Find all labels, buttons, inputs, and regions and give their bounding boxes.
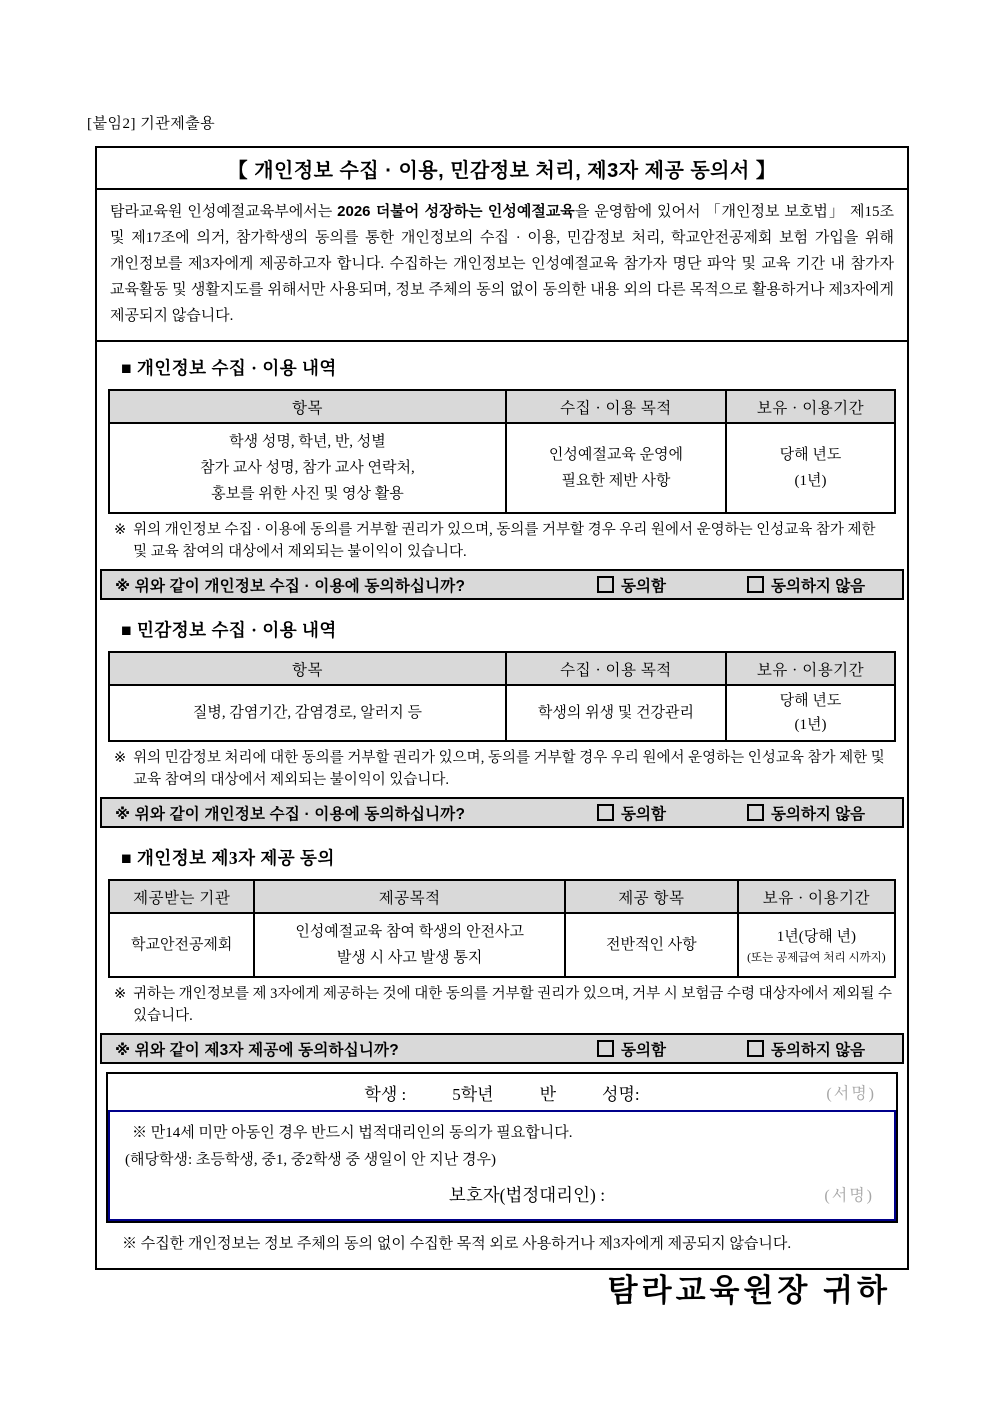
cell-purpose <box>254 913 564 977</box>
consent-bar-sensitive-info <box>100 797 904 828</box>
disagree-option[interactable] <box>747 802 865 824</box>
disagree-label: 동의하지 않음 <box>771 1041 866 1059</box>
guardian-consent-box <box>108 1110 896 1221</box>
table-row <box>109 423 895 513</box>
period-main: 1년(당해 년) <box>776 929 856 945</box>
table-row <box>109 685 895 741</box>
disagree-label: 동의하지 않음 <box>771 805 866 823</box>
table-row <box>109 913 895 977</box>
period-line: 당해 년도 <box>779 693 842 709</box>
cell-purpose: 학생의 위생 및 건강관리 <box>506 685 726 741</box>
intro-text-program-name: 2026 더불어 성장하는 인성예절교육 <box>337 203 575 220</box>
agree-checkbox[interactable] <box>597 1040 614 1057</box>
consent-form-document <box>95 146 909 1308</box>
table-header-row <box>109 652 895 685</box>
guardian-label: 보호자(법정대리인) : <box>448 1184 606 1205</box>
disagree-label: 동의하지 않음 <box>771 577 866 595</box>
col-header-recipient-org: 제공받는 기관 <box>109 880 254 913</box>
cell-items: 전반적인 사항 <box>565 913 738 977</box>
col-header-period: 보유 · 이용기간 <box>738 880 895 913</box>
period-sub: (또는 공제급여 처리 시까지) <box>747 952 886 964</box>
note-text: 위의 개인정보 수집 · 이용에 동의를 거부할 권리가 있으며, 동의를 거부할 경우 우리 원에서 운영하는 인성교육 참가 제한 및 교육 참여의 대상에서 제외되는 불이익이 있습니다. <box>133 522 876 560</box>
student-name-label: 성명: <box>602 1084 640 1104</box>
note-marker: ※ <box>114 986 127 1002</box>
col-header-items: 항목 <box>109 390 506 423</box>
cell-recipient-org: 학교안전공제회 <box>109 913 254 977</box>
col-header-purpose: 수집 · 이용 목적 <box>506 390 726 423</box>
note-marker: ※ <box>114 750 127 766</box>
cell-period <box>726 423 895 513</box>
student-sign-field[interactable]: (서명) <box>826 1085 876 1103</box>
table-header-row <box>109 880 895 913</box>
privacy-footer-note: ※ 수집한 개인정보는 정보 주체의 동의 없이 수집한 목적 외로 사용하거나 제3자에게 제공되지 않습니다. <box>122 1236 792 1252</box>
agree-label: 동의함 <box>621 577 666 595</box>
cell-period <box>726 685 895 741</box>
table-header-row <box>109 390 895 423</box>
note-personal-info <box>97 514 907 563</box>
student-grade: 5학년 <box>452 1084 494 1104</box>
form-title: 【 개인정보 수집 · 이용, 민감정보 처리, 제3자 제공 동의서 】 <box>97 148 907 190</box>
intro-text-pre: 탐라교육원 인성예절교육부에서는 <box>110 204 338 220</box>
col-header-purpose: 수집 · 이용 목적 <box>506 652 726 685</box>
intro-paragraph <box>97 190 907 342</box>
intro-text-post: 을 운영함에 있어서 「개인정보 보호법」 제15조 및 제17조에 의거, 참가학생의 동의를 통한 개인정보의 수집 · 이용, 민감정보 처리, 학교안전공제회 보험 가입을 위해 개인정보를 제3자에게 제공하고자 합니다. 수집하는 개인정보는 인성예절교육 참가자 명단 파악 및 교육 기간 내 참가자 교육활동 및 생활지도를 위해서만 사용되며, 정보 주체의 동의 없이 동의한 내용 외의 다른 목적으로 활용하거나 제3자에게 제공되지 않습니다. <box>110 204 895 324</box>
disagree-checkbox[interactable] <box>747 804 764 821</box>
personal-info-table <box>108 389 896 514</box>
consent-bar-third-party <box>100 1033 904 1064</box>
cell-items: 질병, 감염기간, 감염경로, 알러지 등 <box>109 685 506 741</box>
agree-option[interactable] <box>597 802 747 824</box>
minor-note-line1: ※ 만14세 미만 아동인 경우 반드시 법적대리인의 동의가 필요합니다. <box>132 1125 573 1141</box>
student-signature-row <box>108 1074 896 1110</box>
items-line: 학생 성명, 학년, 반, 성별 <box>229 434 386 450</box>
consent-bar-personal-info <box>100 569 904 600</box>
agree-checkbox[interactable] <box>597 576 614 593</box>
cell-purpose <box>506 423 726 513</box>
purpose-line: 필요한 제반 사항 <box>561 473 671 489</box>
attachment-label: [붙임2] 기관제출용 <box>87 116 216 132</box>
note-sensitive-info <box>97 742 907 791</box>
disagree-checkbox[interactable] <box>747 1040 764 1057</box>
consent-question: ※ 위와 같이 개인정보 수집 · 이용에 동의하십니까? <box>115 805 466 823</box>
note-text: 귀하는 개인정보를 제 3자에게 제공하는 것에 대한 동의를 거부할 권리가 있으며, 거부 시 보험금 수령 대상자에서 제외될 수 있습니다. <box>133 986 892 1024</box>
consent-question: ※ 위와 같이 제3자 제공에 동의하십니까? <box>115 1041 399 1059</box>
agree-checkbox[interactable] <box>597 804 614 821</box>
col-header-period: 보유 · 이용기간 <box>726 390 895 423</box>
disagree-option[interactable] <box>747 1038 865 1060</box>
disagree-checkbox[interactable] <box>747 576 764 593</box>
section-heading-third-party: ■ 개인정보 제3자 제공 동의 <box>121 848 335 868</box>
agree-option[interactable] <box>597 574 747 596</box>
note-text: 위의 민감정보 처리에 대한 동의를 거부할 권리가 있으며, 동의를 거부할 경우 우리 원에서 운영하는 인성교육 참가 제한 및 교육 참여의 대상에서 제외되는 불이익이 있습니다. <box>133 750 885 788</box>
student-fields <box>364 1080 639 1105</box>
agree-label: 동의함 <box>621 1041 666 1059</box>
sensitive-info-table <box>108 651 896 742</box>
disagree-option[interactable] <box>747 574 865 596</box>
items-line: 참가 교사 성명, 참가 교사 연락처, <box>200 460 415 476</box>
section-heading-personal-info: ■ 개인정보 수집 · 이용 내역 <box>121 358 337 378</box>
col-header-items: 항목 <box>109 652 506 685</box>
recipient-line: 탐라교육원장 귀하 <box>607 1273 891 1308</box>
purpose-line: 인성예절교육 참여 학생의 안전사고 <box>295 924 524 940</box>
third-party-table <box>108 879 896 978</box>
col-header-period: 보유 · 이용기간 <box>726 652 895 685</box>
signature-box <box>106 1072 898 1223</box>
minor-note-line2: (해당학생: 초등학생, 중1, 중2학생 중 생일이 안 지난 경우) <box>125 1152 496 1168</box>
note-marker: ※ <box>114 522 127 538</box>
period-line: (1년) <box>794 717 827 733</box>
agree-label: 동의함 <box>621 805 666 823</box>
guardian-sign-field[interactable]: (서명) <box>824 1187 874 1205</box>
purpose-line: 발생 시 사고 발생 통지 <box>336 950 483 966</box>
consent-question: ※ 위와 같이 개인정보 수집 · 이용에 동의하십니까? <box>115 577 466 595</box>
student-class-label: 반 <box>539 1084 557 1104</box>
guardian-signature-row <box>110 1174 894 1214</box>
col-header-purpose: 제공목적 <box>254 880 564 913</box>
period-line: (1년) <box>794 473 827 489</box>
cell-items <box>109 423 506 513</box>
items-line: 홍보를 위한 사진 및 영상 활용 <box>211 486 404 502</box>
agree-option[interactable] <box>597 1038 747 1060</box>
purpose-line: 인성예절교육 운영에 <box>548 447 684 463</box>
cell-period <box>738 913 895 977</box>
period-line: 당해 년도 <box>779 447 842 463</box>
note-third-party <box>97 978 907 1027</box>
section-heading-sensitive-info: ■ 민감정보 수집 · 이용 내역 <box>121 620 337 640</box>
col-header-items: 제공 항목 <box>565 880 738 913</box>
student-label: 학생 : <box>364 1084 407 1104</box>
